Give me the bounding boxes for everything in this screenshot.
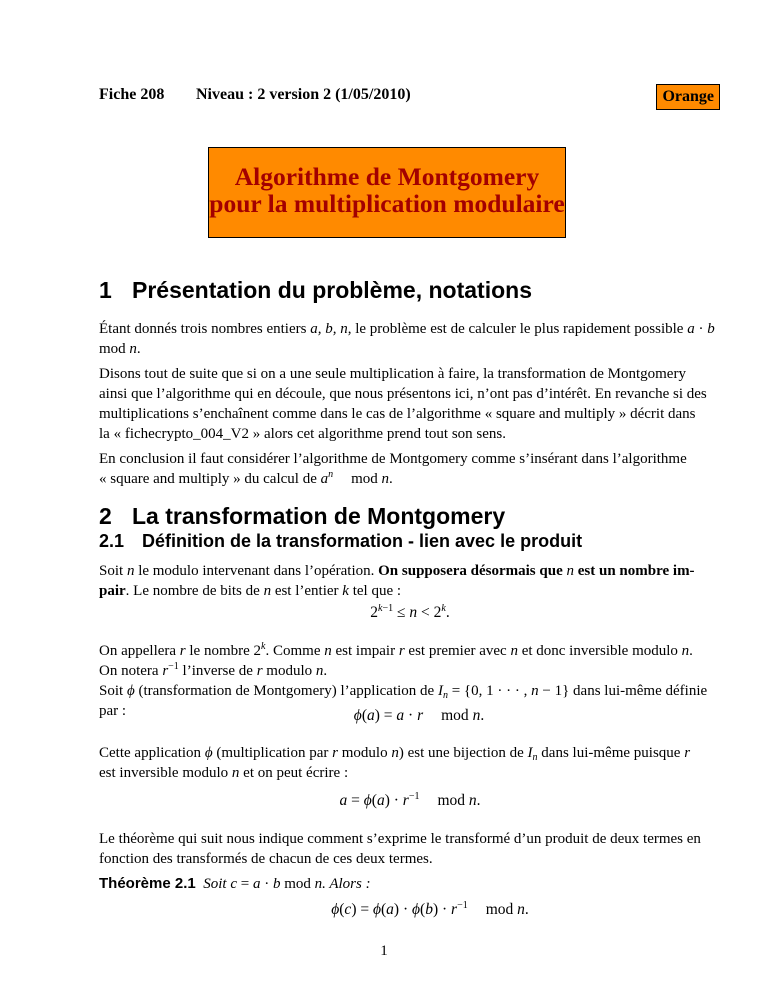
page-number: 1 — [380, 943, 388, 959]
subsection-2-1-heading — [99, 531, 582, 552]
theorem-2-1: Théorème 2.1 Soit c = a · b mod n. Alors : — [99, 875, 371, 892]
text-line: Le théorème qui suit nous indique comment s’exprime le transformé d’un produit de deux termes en — [99, 831, 701, 847]
text-line: ainsi que l’algorithme qui en découle, que nous présentons ici, n’ont pas d’intérêt. En revanche si des — [99, 386, 707, 402]
text-run: et donc inversible modulo — [517, 643, 682, 659]
text-run: . Le nombre de bits de — [125, 583, 264, 599]
section-1-heading — [99, 277, 532, 304]
section-title: Présentation du problème, notations — [132, 277, 532, 303]
section-number: 1 — [99, 277, 112, 303]
fiche-number: Fiche 208 — [99, 86, 165, 103]
text-run: pair — [99, 583, 126, 599]
text-run: tel que : — [348, 583, 402, 599]
text-run: est inversible modulo — [99, 765, 232, 781]
text-run: modulo — [337, 745, 392, 761]
text-run: Soit — [203, 876, 231, 892]
text-run: est un nombre im- — [574, 563, 695, 579]
text-run: et on peut écrire : — [239, 765, 349, 781]
subsection-number: 2.1 — [99, 531, 125, 551]
paragraph-definition: Soit n le modulo intervenant dans l’opération. On supposera désormais que n est un nombre im- pair. Le nombre de bits de n est l’entier k tel que : — [99, 563, 695, 599]
text-run: (transformation de Montgomery) l’application de — [134, 683, 438, 699]
text-line: En conclusion il faut considérer l’algorithme de Montgomery comme s’insérant dans l’algorithme — [99, 451, 687, 467]
text-run: On notera — [99, 663, 163, 679]
equation-theorem: $\phi(c) = \phi(a) \cdot \phi(b) \cdot r^{-1}$ mod n. — [331, 900, 529, 918]
text-run: l’inverse de — [178, 663, 257, 679]
text-run: Soit — [99, 683, 127, 699]
text-run: . Comme — [265, 643, 325, 659]
text-run: ) est une bijection de — [398, 745, 528, 761]
text-line: la « fichecrypto_004_V2 » alors cet algorithme prend tout son sens. — [99, 426, 506, 442]
title-line-1: Algorithme de Montgomery — [234, 162, 540, 191]
level-version: Niveau : 2 version 2 (1/05/2010) — [196, 86, 411, 103]
text-run: On supposera désormais que — [378, 563, 567, 579]
text-run: Étant donnés trois nombres entiers — [99, 321, 311, 337]
section-number: 2 — [99, 503, 112, 529]
text-run: est impair — [331, 643, 399, 659]
equation-inverse: $a = \phi(a) \cdot r^{-1}$ mod n. — [339, 791, 481, 809]
text-run: est premier avec — [404, 643, 511, 659]
text-run: , le problème est de calculer le plus rapidement possible — [347, 321, 688, 337]
text-run: On appellera — [99, 643, 180, 659]
text-line: par : — [99, 703, 127, 719]
text-run: modulo — [262, 663, 316, 679]
level-badge: Orange — [656, 84, 720, 110]
page-header — [99, 84, 720, 110]
theorem-label: Théorème 2.1 — [99, 875, 196, 892]
text-line: multiplications s’enchaînent comme dans le cas de l’algorithme « square and multiply » décrit dans — [99, 406, 696, 422]
text-run: dans lui-même définie — [569, 683, 708, 699]
paragraph-problem: Étant donnés trois nombres entiers a, b, n, le problème est de calculer le plus rapidement possible a · b mod n. — [99, 321, 715, 357]
text-run: le nombre — [185, 643, 254, 659]
paragraph-conclusion: En conclusion il faut considérer l’algorithme de Montgomery comme s’insérant dans l’algorithme « square and multiply » du calcul de $a^n$ mod n. — [99, 449, 721, 489]
equation-bits: $2^{k-1} \le n < 2^k$. — [370, 603, 450, 621]
section-2-heading — [99, 503, 505, 530]
equation-phi-def: ϕ(a) = a · r mod n. — [353, 707, 485, 724]
title-box — [208, 147, 566, 238]
text-run: dans lui-même puisque — [537, 745, 685, 761]
paragraph-theorem-intro — [99, 829, 721, 869]
text-run: . Alors : — [322, 876, 371, 892]
title-line-2: pour la multiplication modulaire — [209, 189, 565, 218]
section-title: La transformation de Montgomery — [132, 503, 506, 529]
paragraph-r-definition: On appellera r le nombre 2$^k$. Comme n est impair r est premier avec n et donc inversible modulo n. On notera $r^{-1}$ l’inverse de r modulo n. Soit ϕ (transformation de Montgomery) l’application de $I_n = \{0$, 1 · · · , n − 1} dans lui-même définie par : — [99, 641, 721, 721]
text-run: est l’entier — [271, 583, 343, 599]
text-run: Cette application — [99, 745, 205, 761]
text-line: fonction des transformés de chacun de ces deux termes. — [99, 851, 433, 867]
paragraph-motivation — [99, 364, 721, 444]
text-run: Soit — [99, 563, 127, 579]
text-run: (multiplication par — [212, 745, 333, 761]
subsection-title: Définition de la transformation - lien avec le produit — [142, 531, 583, 551]
text-run: « square and multiply » du calcul de — [99, 471, 321, 487]
text-line: Disons tout de suite que si on a une seule multiplication à faire, la transformation de Montgomery — [99, 366, 686, 382]
paragraph-bijection: Cette application ϕ (multiplication par r modulo n) est une bijection de $I_n$ dans lui-même puisque r est inversible modulo n et on peut écrire : — [99, 745, 691, 781]
text-run: le modulo intervenant dans l’opération. — [134, 563, 379, 579]
